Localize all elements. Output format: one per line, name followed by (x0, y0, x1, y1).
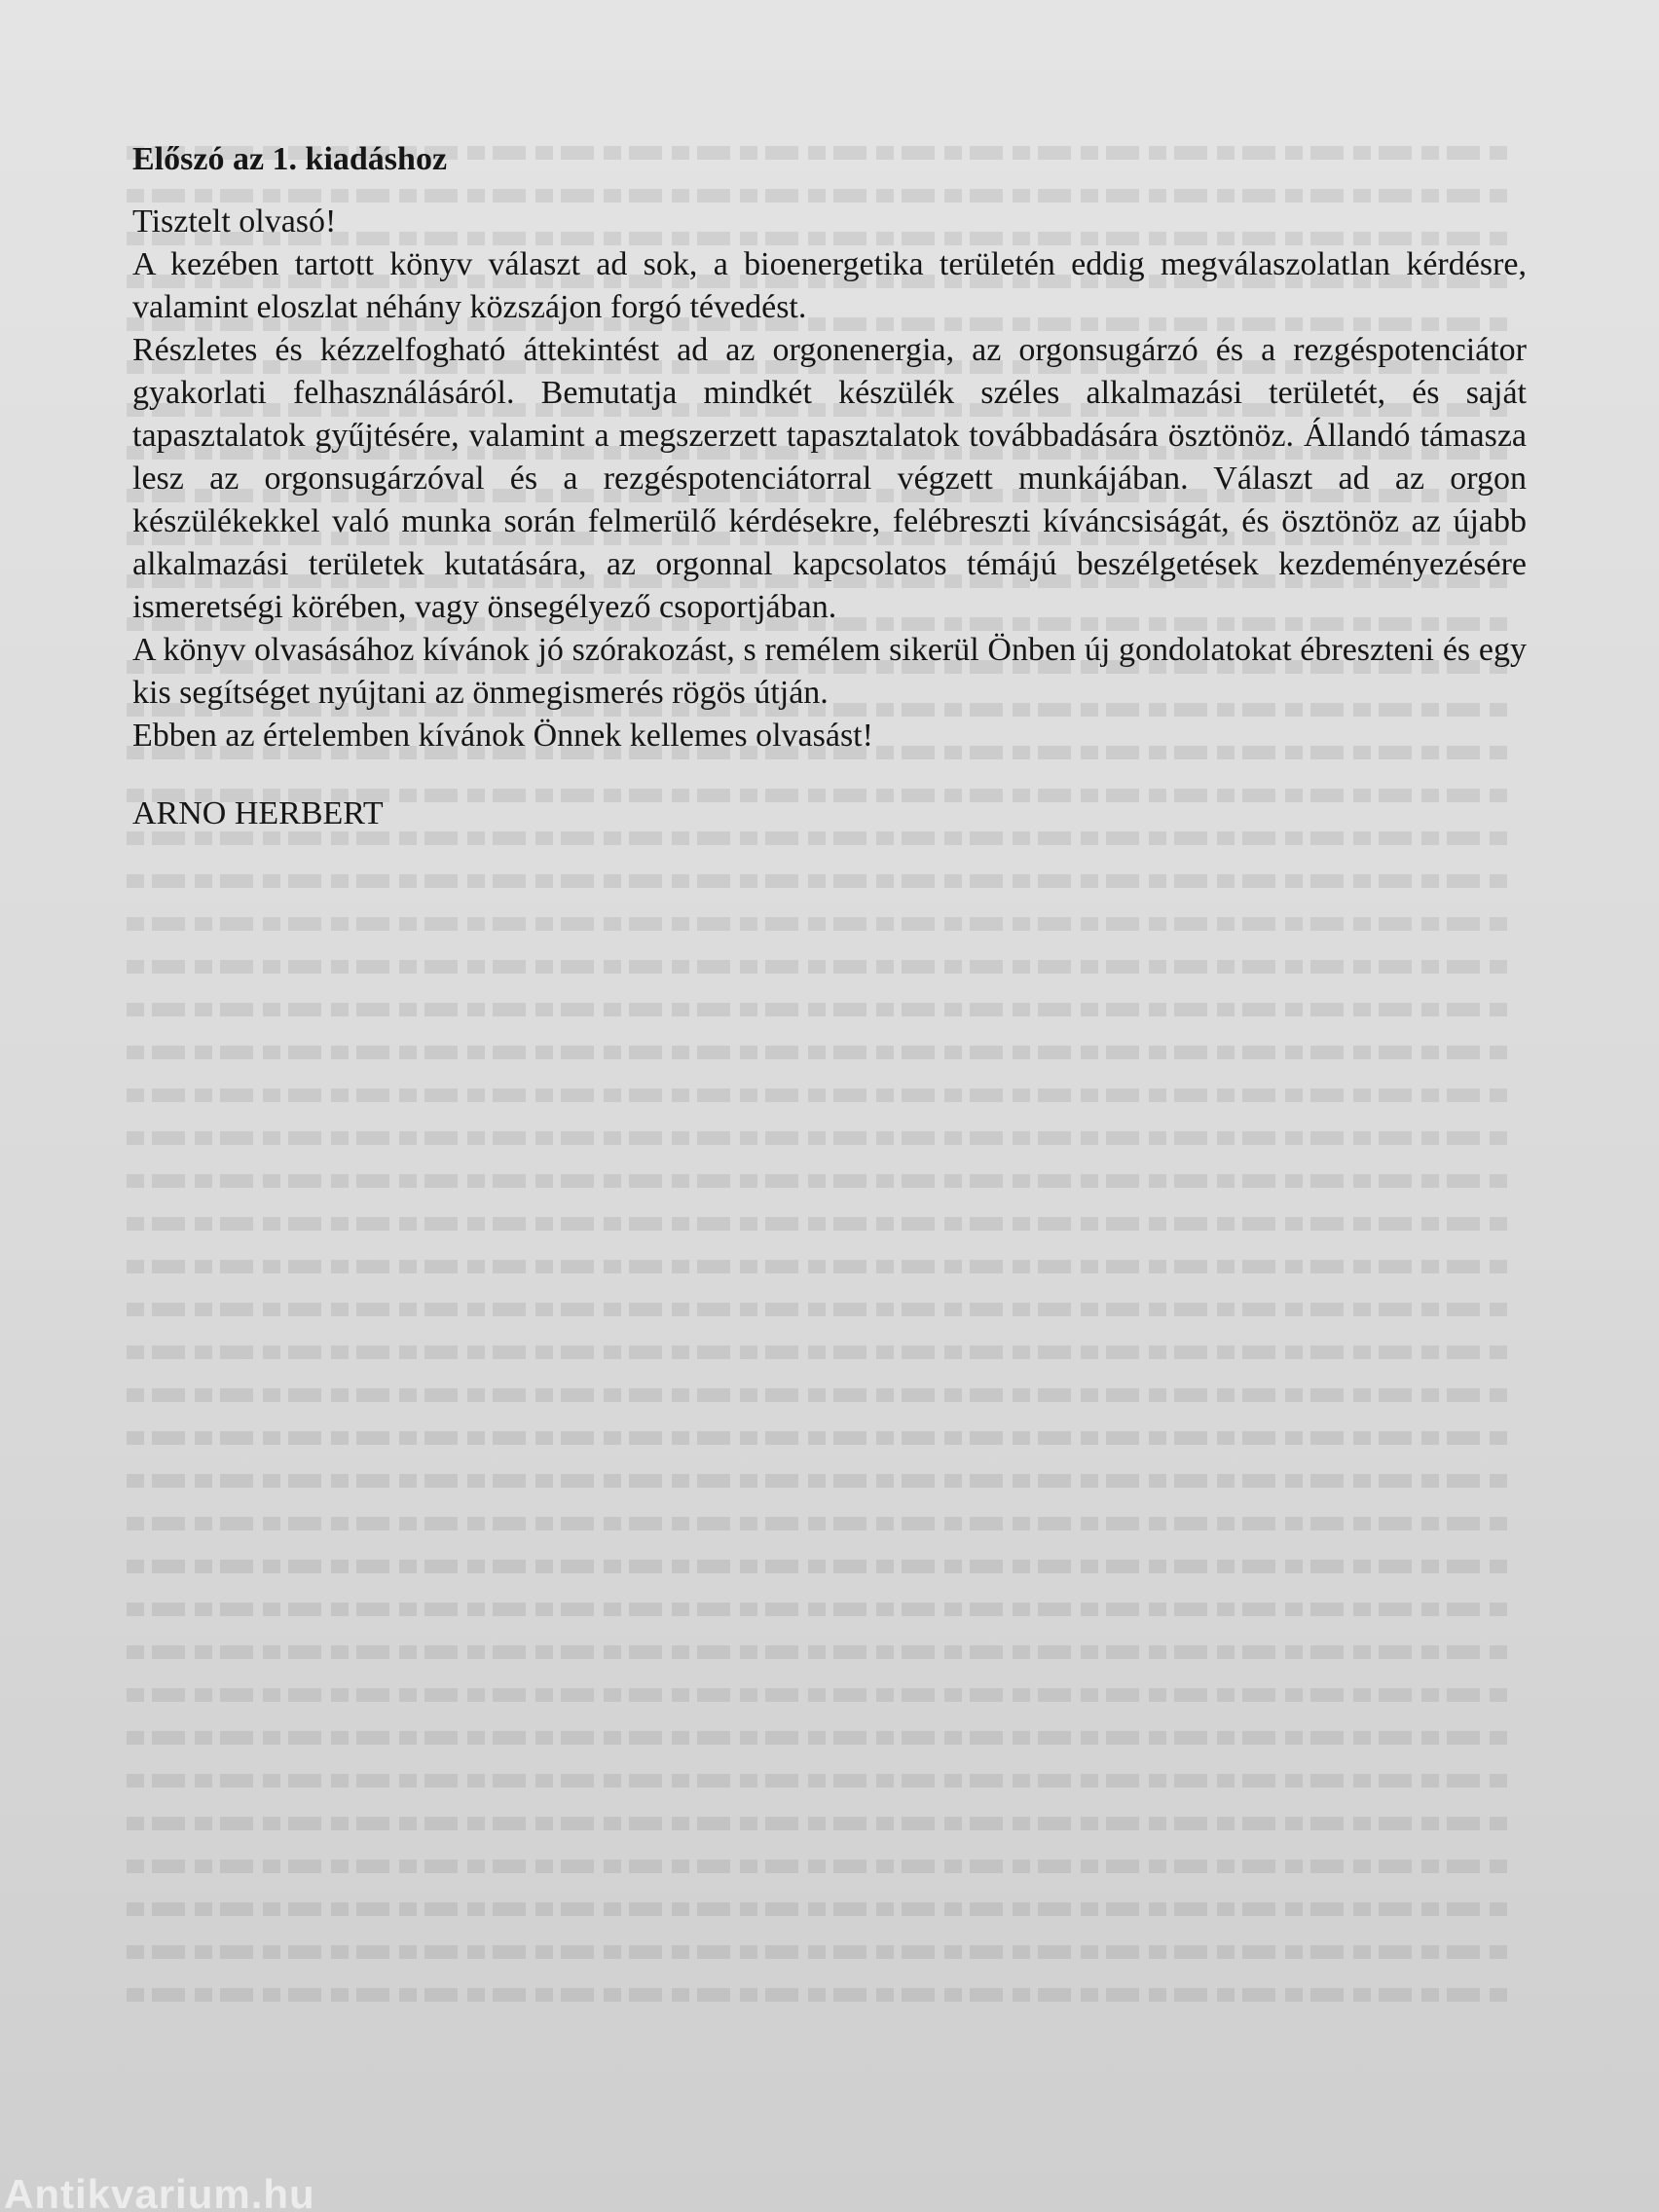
ghost-line (127, 1945, 1509, 1959)
author-signature: ARNO HERBERT (132, 795, 384, 831)
ghost-line (127, 1088, 1509, 1102)
ghost-line (127, 1517, 1509, 1530)
ghost-line (127, 1174, 1509, 1188)
ghost-line (127, 874, 1509, 888)
body-paragraph: A kezében tartott könyv választ ad sok, a bioenergetika területén eddig megválaszolatlan kérdésre, valamint eloszlat néhány közszájon forgó tévedést. (132, 246, 1527, 325)
ghost-line (127, 1560, 1509, 1573)
foreword-text (132, 138, 1527, 835)
ghost-line (127, 1003, 1509, 1016)
ghost-line (127, 1346, 1509, 1359)
greeting-paragraph: Tisztelt olvasó! (132, 203, 337, 240)
ghost-line (127, 1474, 1509, 1488)
ghost-line (127, 1731, 1509, 1745)
ghost-line (127, 960, 1509, 974)
body-paragraph: A könyv olvasásához kívánok jó szórakozást, s remélem sikerül Önben új gondolatokat ébreszteni és egy kis segítséget nyújtani az önmegismerés rögös útján. (132, 632, 1527, 711)
ghost-line (127, 1603, 1509, 1616)
ghost-line (127, 1860, 1509, 1873)
ghost-line (127, 1902, 1509, 1916)
ghost-line (127, 1388, 1509, 1402)
closing-paragraph: Ebben az értelemben kívánok Önnek kellemes olvasást! (132, 718, 873, 754)
ghost-line (127, 1817, 1509, 1830)
ghost-line (127, 1774, 1509, 1788)
ghost-line (127, 1260, 1509, 1273)
body-paragraph: Részletes és kézzelfogható áttekintést ad az orgonenergia, az orgonsugárzó és a rezgéspotenciátor gyakorlati felhasználásáról. Bemutatja mindkét készülék széles alkalmazási területét, és saját tapasztalatok gyűjtésére, valamint a megszerzett tapasztalatok továbbadására ösztönöz. Állandó támasza lesz az orgonsugárzóval és a rezgéspotenciátorral végzett munkájában. Választ ad az orgon készülékekkel való munka során felmerülő kérdésekre, felébreszti kíváncsiságát, és ösztönöz az újabb alkalmazási területek kutatására, az orgonnal kapcsolatos témájú beszélgetések kezdeményezésére ismeretségi körében, vagy önsegélyező csoportjában. (132, 332, 1527, 625)
ghost-line (127, 917, 1509, 931)
foreword-heading: Előszó az 1. kiadáshoz (132, 141, 448, 177)
ghost-line (127, 1988, 1509, 2002)
watermark: Antikvarium.hu (4, 2171, 315, 2212)
ghost-line (127, 1303, 1509, 1316)
ghost-line (127, 1217, 1509, 1231)
ghost-line (127, 1688, 1509, 1702)
ghost-line (127, 1645, 1509, 1659)
ghost-line (127, 1046, 1509, 1059)
ghost-line (127, 1431, 1509, 1445)
ghost-line (127, 1131, 1509, 1145)
